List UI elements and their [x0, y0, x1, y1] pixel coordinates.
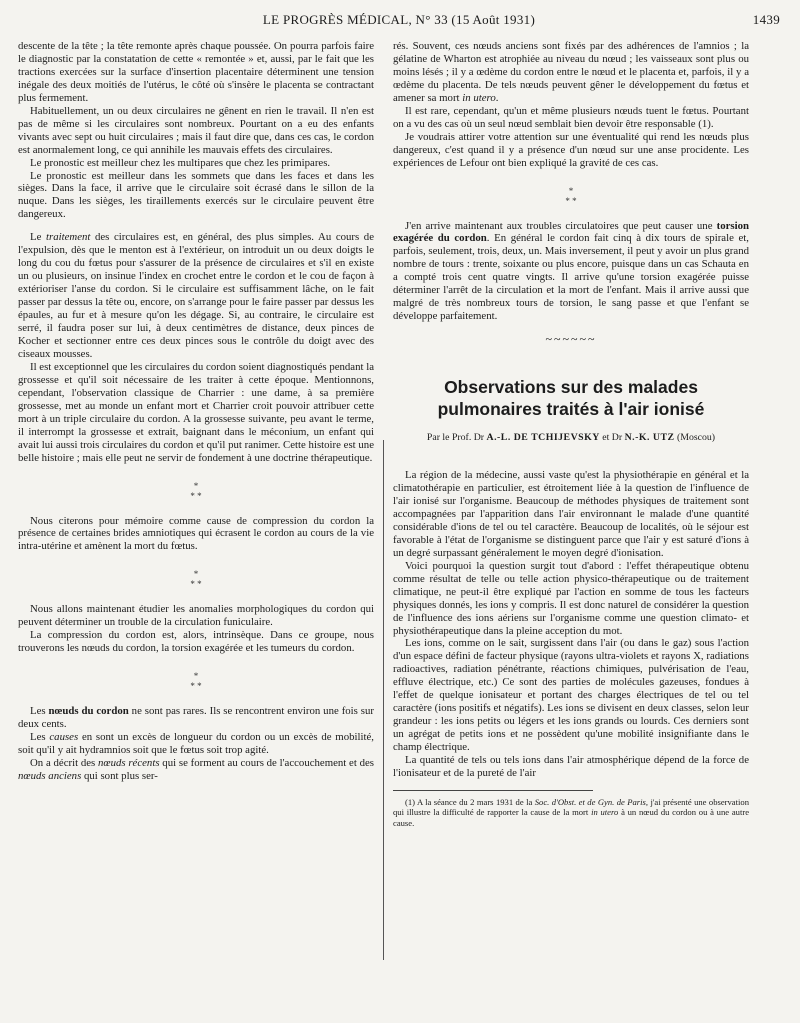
text-run: rés. Souvent, ces nœuds anciens sont fixés par des adhérences de l'amnios ; la gélatine de Wharton est atrophiée au niveau du nœud ; les vaisseaux sont plus ou moins lésés ; il y a œdème du cordon entre le nœud et le placenta et, parfois, il y a œdème du placenta. De tels nœuds peuvent gêner le développement du fœtus et amener sa mort — [393, 40, 749, 104]
section-separator-asterism: * * * — [565, 185, 577, 206]
running-title: LE PROGRÈS MÉDICAL, N° 33 (15 Août 1931) — [262, 12, 536, 27]
paragraph: La région de la médecine, aussi vaste qu'est la physiothérapie en général et la climatothérapie en particulier, est étroitement liée à la question de l'influence de l'air ionisé sur l'organisme. Beaucoup de méthodes physiques de traitement sont accompagnées par l'apparition dans l'air environnant le malade d'une quantité considérable d'ions de tel ou tel caractère. Beaucoup de localités, où le séjour est favorable à l'état de l'organisme se distinguent parce que l'air y est saturé d'ions à un degré surpassant généralement le moyen degré d'ionisation. — [393, 469, 749, 559]
page-number: 1439 — [752, 12, 780, 27]
text-run: (Moscou) — [674, 432, 716, 444]
text-run: , j'ai présenté une observation qui illustre la difficulté de rapporter la cause de la mort — [393, 796, 749, 818]
paragraph: Le pronostic est meilleur chez les multipares que chez les primipares. — [30, 156, 331, 169]
text-run: Les — [30, 731, 50, 744]
text-run: des circulaires est, en général, des plus simples. Au cours de l'expulsion, dès que le menton est à l'extérieur, on introduit un ou deux doigts le long du cou du fœtus pour s'assurer de la présence de circulaires et s'il en existe un ou plusieurs, on insinue l'index en crochet entre le cordon et le cou de façon à extérioriser l'anse du cordon. Si le circulaire est suffisamment lâche, on le fait passer par dessus la tête ou, encore, on s'arrange pour le faire passer par dessus les épaules, au fur et à mesure qu'on les dégage. Si, au contraire, le circulaire est serré, il faudra poser sur lui, à deux centimètres de distance, deux pinces de Kocher et sectionner entre ces deux pinces sous le contrôle du doigt avec des ciseaux mousses. — [18, 231, 374, 360]
paragraph-torsion — [393, 220, 749, 324]
paragraph: Je voudrais attirer votre attention sur une éventualité qui rend les nœuds plus dangereux, c'est quand il y a présence d'un nœud sur une anse procidente. Les expériences de Lefour ont bien expliqué la gravité de ces cas. — [393, 130, 749, 169]
text-run: (1) A la séance du 2 mars 1931 de la — [405, 796, 535, 807]
paragraph: descente de la tête ; la tête remonte après chaque poussée. On pourra parfois faire le diagnostic par la constatation de cette « remontée » et, aussi, par le fait que les tractions exercées sur la surface d'insertion placentaire déterminent une tension inégale des deux moitiés de l'utérus, le côté où s'insère le placenta se contractant plus fermement. — [18, 40, 374, 104]
italic-term: nœuds récents — [98, 756, 160, 769]
paragraph: Habituellement, un ou deux circulaires ne gênent en rien le travail. Il n'en est pas de même si les circulaires sont nombreux. Pourtant on a eu des enfants vivants avec sept ou huit circulaires ; mais il faut dire que, dans ces cas, le cordon est anormalement long, ce qui annihile les mauvais effets des circulaires. — [18, 104, 374, 156]
text-run: Les — [30, 705, 49, 718]
section-separator-asterism: * * * — [190, 671, 202, 692]
paragraph: Il est exceptionnel que les circulaires du cordon soient diagnostiqués pendant la grossesse et qu'il soit nécessaire de les traiter à cette époque. Mentionnons, cependant, l'observation classique de Charrier : une dame, à sa première grossesse, met au monde un enfant mort et Charrier croit pouvoir attribuer cette mort à un triple circulaire du cordon. A la grossesse suivante, peu avant le terme, il interrompt la grossesse et extrait, baignant dans le méconium, un enfant qui avait lui aussi trois circulaires du cordon et qu'il put ranimer. Cette histoire est une belle histoire ; mais elle peut ne servir de fondement à une doctrine thérapeutique. — [18, 360, 374, 464]
right-column — [393, 40, 749, 828]
paragraph: Le pronostic est meilleur dans les sommets que dans les faces et dans les sièges. Dans la face, il arrive que le circulaire soit écrasé dans le sillon de la nuque. Dans les sièges, les tiraillements exercés sur le circulaire peuvent être dangereux. — [18, 169, 374, 221]
paragraph: La compression du cordon est, alors, intrinsèque. Dans ce groupe, nous trouverons les nœuds du cordon, la torsion exagérée et les tumeurs du cordon. — [18, 629, 374, 655]
left-column — [18, 40, 374, 783]
bold-term: torsion exagérée du cordon — [393, 219, 749, 245]
paragraph: Nous citerons pour mémoire comme cause de compression du cordon la présence de certaines brides amniotiques qui écrasent le cordon au cours de la vie intra-utérine et amènent la mort du fœtus. — [18, 514, 374, 553]
author-name: N.-K. UTZ — [624, 432, 675, 444]
footnote-divider — [393, 790, 593, 791]
article-title — [393, 376, 749, 420]
paragraph-knots — [18, 705, 374, 731]
paragraph: Les ions, comme on le sait, surgissent dans l'air (ou dans le gaz) sous l'action d'un espace défini de facteur physique (rayons ultra-violets et rayons X, radiations radioactives, radiation pénétrante, réactions chimiques, pulvérisation de l'eau, effluve électrique, etc.) Ce sont des parties de molécules gazeuses, fondues à l'effet de quelque ionisateur et portant des charges électriques de tel ou tel caractère (ions positifs et négatifs). Les ions se divisent en deux classes, selon leur grandeur : les ions petits ou légers et les ions grands ou lourds. Ces derniers sont un agrégat de petits ions et ne possèdent qu'une mobilité insignifiante dans le champ électrique. — [393, 637, 749, 754]
paragraph: Il est rare, cependant, qu'un et même plusieurs nœuds tuent le fœtus. Pourtant on a vu des cas où un seul nœud semblait bien devoir être responsable (1). — [393, 104, 749, 130]
text-run: et Dr — [599, 432, 625, 444]
paragraph-causes — [18, 731, 374, 757]
text-run: à un nœud du cordon ou à une autre cause. — [393, 807, 750, 828]
section-separator-asterism: * * * — [190, 480, 202, 501]
italic-term: Soc. d'Obst. et de Gyn. de Paris — [534, 796, 646, 807]
article-byline — [393, 432, 749, 445]
article-title-line: Observations sur des malades — [444, 377, 698, 398]
italic-term: in utero — [462, 91, 496, 104]
section-separator-asterism: * * * — [190, 569, 202, 590]
paragraph-continued — [393, 40, 749, 105]
paragraph: La quantité de tels ou tels ions dans l'air atmosphérique dépend de la force de l'ionisateur et de la pureté de l'air — [393, 754, 749, 779]
italic-term: causes — [49, 731, 79, 744]
italic-term: nœuds anciens — [18, 769, 82, 782]
text-run: en sont un excès de longueur du cordon ou un excès de mobilité, soit qu'il y ait hydramnios soit que le fœtus soit trop agité. — [18, 731, 374, 757]
end-of-article-ornament: ~~~~~~ — [545, 332, 597, 347]
column-divider — [383, 440, 384, 960]
footnote — [393, 797, 749, 829]
text-run: Par le Prof. Dr — [426, 432, 487, 444]
text-run: ne sont pas rares. Ils se rencontrent environ une fois sur deux cents. — [18, 705, 374, 731]
author-name: A.-L. DE TCHIJEVSKY — [486, 432, 600, 444]
text-run: qui se forment au cours de l'accouchement et des — [159, 756, 374, 769]
paragraph-treatment — [18, 231, 374, 361]
text-run: qui sont plus ser- — [81, 769, 158, 782]
paragraph-recent-knots — [18, 757, 374, 783]
running-header — [18, 12, 780, 30]
text-run: J'en arrive maintenant aux troubles circulatoires que peut causer une — [405, 219, 717, 232]
paragraph: Nous allons maintenant étudier les anomalies morphologiques du cordon qui peuvent déterminer un trouble de la circulation funiculaire. — [18, 603, 374, 629]
bold-term: nœuds du cordon — [48, 705, 129, 718]
text-run: . En général le cordon fait cinq à dix tours de spirale et, parfois, seulement, trois, deux, un. Mais inversement, il peut y avoir un plus grand nombre de tours : trente, soixante ou plus encore, puisque dans un cas Schauta en a compté trois cent quatre vingts. Il arrive qu'une torsion exagérée puisse déterminer l'arrêt de la circulation et la mort de l'enfant. Mais il arrive aussi que malgré de très nombreux tours de torsion, le sang passe et que l'enfant se développe parfaitement. — [393, 232, 749, 323]
article-title-line: pulmonaires traités à l'air ionisé — [437, 399, 705, 420]
paragraph: Voici pourquoi la question surgit tout d'abord : l'effet thérapeutique obtenu comme résultat de telle ou telle action physico-thérapeutique ou de traitement climatique, ne peut-il être expliqué par l'action en somme de tous les facteurs physiques donnés, les ions y compris. Il est donc naturel de considérer la question de l'influence des ions aériens sur l'organisme comme une question climato- et physiothérapeutique dans la pleine acception du mot. — [393, 559, 749, 637]
text-run: On a décrit des — [30, 756, 98, 769]
italic-term: in utero — [591, 807, 619, 818]
italic-term: traitement — [46, 231, 91, 244]
text-run: . — [495, 91, 499, 104]
text-run: Le — [30, 231, 46, 244]
